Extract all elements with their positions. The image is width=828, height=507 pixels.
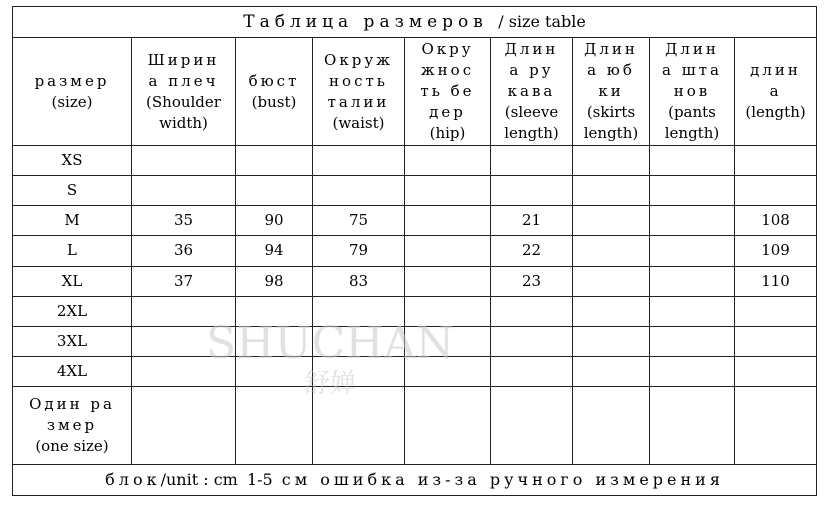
table-cell: 94 (236, 236, 313, 266)
table-cell (236, 296, 313, 326)
table-row (13, 357, 817, 387)
header-row (13, 38, 817, 146)
table-cell (573, 387, 650, 464)
table-cell (650, 176, 735, 206)
table-cell (491, 145, 573, 175)
table-cell (650, 236, 735, 266)
table-cell (405, 326, 491, 356)
table-cell (132, 145, 236, 175)
table-cell: 90 (236, 206, 313, 236)
table-cell (650, 357, 735, 387)
table-cell (132, 357, 236, 387)
table-row (13, 296, 817, 326)
size-cell: XS (13, 145, 132, 175)
table-cell: 35 (132, 206, 236, 236)
footer-note: см ошибка из-за ручного измерения (281, 470, 724, 490)
table-cell: 79 (313, 236, 405, 266)
table-cell (573, 236, 650, 266)
table-cell: 37 (132, 266, 236, 296)
table-cell (236, 326, 313, 356)
table-cell (650, 266, 735, 296)
table-cell: 22 (491, 236, 573, 266)
footer-range: 1-5 (246, 470, 273, 490)
table-cell (405, 176, 491, 206)
table-cell (313, 145, 405, 175)
table-title (13, 7, 817, 38)
table-cell (735, 145, 817, 175)
table-row-one-size (13, 387, 817, 464)
table-row (13, 176, 817, 206)
size-cell: L (13, 236, 132, 266)
size-cell: M (13, 206, 132, 236)
table-cell (313, 387, 405, 464)
col-header-shoulder: Ширин а плеч (Shoulder width) (132, 38, 236, 146)
table-cell (405, 145, 491, 175)
table-cell (650, 326, 735, 356)
table-cell: 36 (132, 236, 236, 266)
table-cell (236, 357, 313, 387)
footer-unit-ru: блок (105, 470, 161, 490)
col-header-skirts: Длин а юб ки (skirts length) (573, 38, 650, 146)
table-cell: 83 (313, 266, 405, 296)
table-cell (573, 357, 650, 387)
table-cell (573, 145, 650, 175)
table-cell (405, 387, 491, 464)
footer-unit-en: /unit : cm (160, 470, 238, 490)
table-cell (491, 357, 573, 387)
watermark-cn: 舒婵 (303, 369, 356, 399)
size-cell: 3XL (13, 326, 132, 356)
table-cell (573, 266, 650, 296)
table-cell (132, 176, 236, 206)
table-cell (735, 296, 817, 326)
table-cell (405, 236, 491, 266)
table-cell: 110 (735, 266, 817, 296)
table-cell (491, 176, 573, 206)
table-cell (573, 206, 650, 236)
table-cell (735, 357, 817, 387)
table-cell (236, 145, 313, 175)
table-cell: 75 (313, 206, 405, 236)
table-row (13, 145, 817, 175)
size-cell-one-size: Один ра змер (one size) (13, 387, 132, 464)
table-cell (491, 296, 573, 326)
size-cell: S (13, 176, 132, 206)
table-cell: 98 (236, 266, 313, 296)
size-table (12, 6, 817, 496)
size-cell: XL (13, 266, 132, 296)
table-cell: 23 (491, 266, 573, 296)
col-header-length: длин а (length) (735, 38, 817, 146)
col-header-sleeve: Длин а ру кава (sleeve length) (491, 38, 573, 146)
table-row (13, 206, 817, 236)
table-cell (405, 266, 491, 296)
table-cell (735, 387, 817, 464)
watermark-brand: SHUCHAN (206, 318, 454, 369)
table-cell (313, 326, 405, 356)
data-rows (13, 145, 817, 386)
table-row (13, 266, 817, 296)
table-cell (132, 326, 236, 356)
title-ru: Таблица размеров (243, 12, 488, 33)
table-cell (236, 387, 313, 464)
table-cell (650, 387, 735, 464)
table-cell (313, 176, 405, 206)
table-cell (735, 176, 817, 206)
table-cell: 108 (735, 206, 817, 236)
col-header-waist: Окруж ность талии (waist) (313, 38, 405, 146)
table-cell (650, 206, 735, 236)
table-footer (13, 464, 817, 495)
table-cell (405, 357, 491, 387)
table-cell (313, 296, 405, 326)
table-cell (236, 176, 313, 206)
table-cell (573, 176, 650, 206)
table-cell: 21 (491, 206, 573, 236)
table-cell (132, 387, 236, 464)
table-cell: 109 (735, 236, 817, 266)
size-chart (12, 6, 816, 496)
table-row (13, 236, 817, 266)
size-cell: 2XL (13, 296, 132, 326)
col-header-size: размер (size) (13, 38, 132, 146)
table-cell (313, 357, 405, 387)
col-header-hip: Окру жнос ть бе дер (hip) (405, 38, 491, 146)
table-cell (491, 387, 573, 464)
table-cell (132, 296, 236, 326)
table-cell (405, 296, 491, 326)
table-cell (650, 145, 735, 175)
table-cell (573, 326, 650, 356)
table-cell (573, 296, 650, 326)
table-cell (491, 326, 573, 356)
table-cell (405, 206, 491, 236)
table-cell (735, 326, 817, 356)
table-cell (650, 296, 735, 326)
col-header-bust: бюст (bust) (236, 38, 313, 146)
size-cell: 4XL (13, 357, 132, 387)
col-header-pants: Длин а шта нов (pants length) (650, 38, 735, 146)
table-row (13, 326, 817, 356)
title-en: / size table (498, 12, 586, 32)
